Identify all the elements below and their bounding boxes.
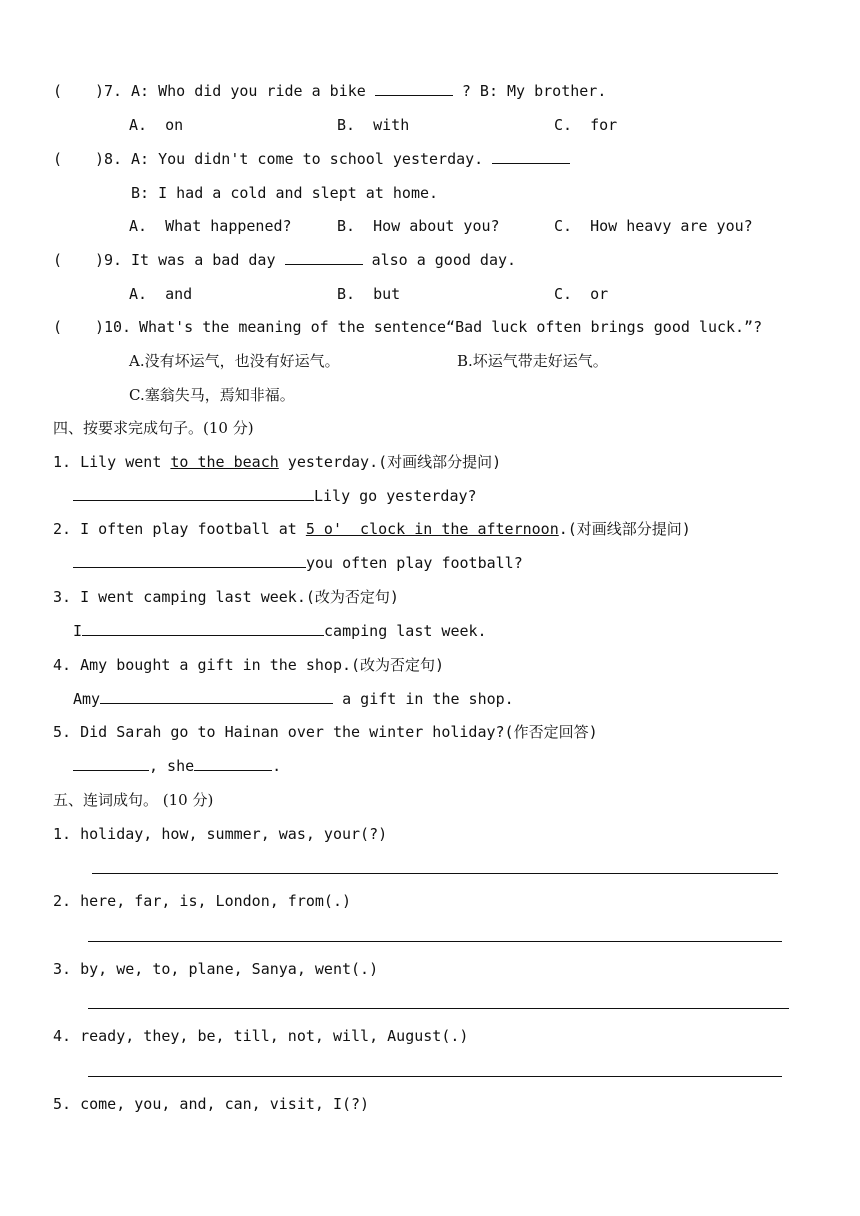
item-text: 5. Did Sarah go to Hainan over the winter holiday?(作否定回答) [53,723,598,741]
option-b: B. but [337,285,401,303]
question-number: 10. [104,318,132,336]
answer-blank[interactable] [73,756,149,771]
item-words: 2. here, far, is, London, from(.) [53,892,352,910]
answer-blank[interactable] [73,553,306,568]
answer-rule[interactable] [88,1076,782,1077]
item-words: 3. by, we, to, plane, Sanya, went(.) [53,960,379,978]
option-b: B. How about you? [337,217,500,235]
item-words: 4. ready, they, be, till, not, will, August(.) [53,1027,469,1045]
fill-blank[interactable] [375,81,453,96]
option-c: C. or [554,285,609,303]
question-line-2: B: I had a cold and slept at home. [131,184,439,202]
option-b: B.坏运气带走好运气。 [457,352,608,370]
question-stem: It was a bad day also a good day. [131,251,517,269]
answer-line: Lily go yesterday? [73,486,477,506]
option-a: A. What happened? [129,217,292,235]
item-words: 1. holiday, how, summer, was, your(?) [53,825,388,843]
question-stem: A: Who did you ride a bike ? B: My brother. [131,82,607,100]
answer-blank[interactable] [194,756,272,771]
section-5-title: 五、连词成句。 (10 分) [53,791,214,809]
answer-line: I camping last week. [73,622,487,640]
fill-blank[interactable] [285,250,363,265]
question-number: 7. [104,82,123,100]
answer-paren-open: ( [53,82,63,100]
option-c: C. How heavy are you? [554,217,753,235]
option-c: C.塞翁失马，焉知非福。 [129,386,295,404]
answer-rule[interactable] [92,873,778,874]
option-b: B. with [337,116,410,134]
option-a: A. and [129,285,193,303]
answer-line: , she . [73,756,281,776]
answer-paren-close: ) [95,82,105,100]
option-c: C. for [554,116,618,134]
fill-blank[interactable] [492,149,570,164]
item-words: 5. come, you, and, can, visit, I(?) [53,1095,370,1113]
answer-rule[interactable] [88,941,782,942]
answer-paren-close: ) [95,150,105,168]
item-text: 4. Amy bought a gift in the shop.(改为否定句) [53,656,445,674]
question-stem: What's the meaning of the sentence“Bad luck often brings good luck.”? [139,318,763,336]
answer-blank[interactable] [73,486,314,501]
answer-blank[interactable] [82,621,324,636]
option-a: A. on [129,116,184,134]
question-number: 9. [104,251,123,269]
answer-paren-open: ( [53,251,63,269]
answer-paren-open: ( [53,150,63,168]
question-stem: A: You didn't come to school yesterday. [131,149,570,169]
answer-paren-close: ) [95,318,105,336]
item-text: 2. I often play football at 5 o' clock in the afternoon.(对画线部分提问) [53,520,691,538]
item-text: 1. Lily went to the beach yesterday.(对画线部分提问) [53,453,502,471]
question-number: 8. [104,150,123,168]
answer-blank[interactable] [100,689,333,704]
answer-line: Amy a gift in the shop. [73,690,514,708]
item-text: 3. I went camping last week.(改为否定句) [53,588,399,606]
answer-paren-close: ) [95,251,105,269]
answer-line: you often play football? [73,553,523,573]
section-4-title: 四、按要求完成句子。(10 分) [53,419,254,437]
answer-paren-open: ( [53,318,63,336]
option-a: A.没有坏运气，也没有好运气。 [129,352,340,370]
answer-rule[interactable] [88,1008,789,1009]
